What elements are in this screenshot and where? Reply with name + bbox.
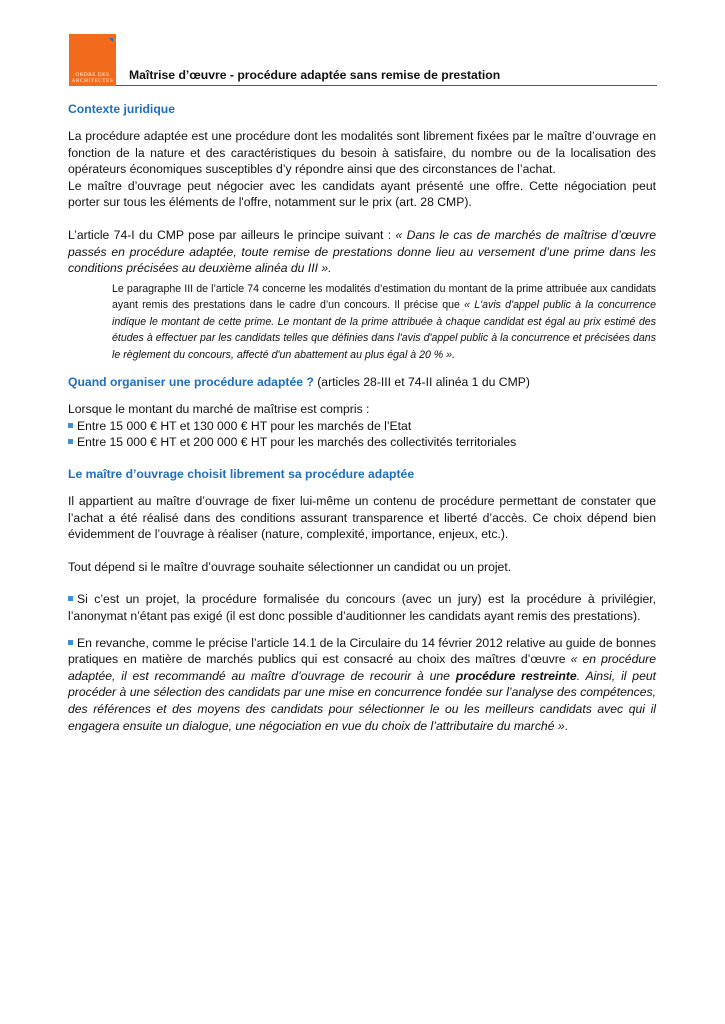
- bullet-square-icon: [68, 439, 73, 444]
- paragraph-definition: La procédure adaptée est une procédure dont les modalités sont librement fixées par le maître d’ouvrage en fonction de la nature et des caractéristiques du besoin à satisfaire, du nombre ou de la localisation des opérateurs économiques susceptibles d’y répondre ainsi que des circonstances de l’achat.: [68, 129, 656, 177]
- header-divider: [116, 85, 657, 86]
- section-heading-choix: Le maître d’ouvrage choisit librement sa procédure adaptée: [68, 467, 415, 482]
- paragraph-article-74: [68, 227, 656, 277]
- bullet-square-icon: [68, 596, 73, 601]
- paragraph-negociation: Le maître d’ouvrage peut négocier avec les candidats ayant présenté une offre. Cette négociation peut porter sur tous les éléments de l'offre, notamment sur le prix (art. 28 CMP).: [68, 178, 656, 210]
- paragraph-projet-text: Si c’est un projet, la procédure formalisée du concours (avec un jury) est la procédure à privilégier, l’anonymat n’étant pas exigé (il est donc possible d’auditionner les candidats ayant remis des prestations).: [68, 592, 656, 623]
- circulaire-citation-end: . Ainsi, il peut procéder à une sélection des candidats par une mise en concurrence fondée sur l’analyse des compétences, des références et des moyens des candidats pour sélectionner le ou les meilleurs candidats avec qui il engagera ensuite un dialogue, une négociation en vue du choix de l’attributaire du marché »: [68, 668, 657, 733]
- section-heading-quand: [68, 374, 656, 390]
- list-item-etat-text: Entre 15 000 € HT et 130 000 € HT pour les marchés de l’Etat: [77, 418, 412, 433]
- circulaire-intro: En revanche, comme le précise l’article 14.1 de la Circulaire du 14 février 2012 relative au guide de bonnes pratiques en matière de marchés publics qui est consacré au choix des maîtres d’œuvre: [68, 635, 656, 667]
- paragraph-contenu-procedure: Il appartient au maître d’ouvrage de fixer lui-même un contenu de procédure permettant de constater que l’achat a été réalisé dans des conditions assurant transparence et liberté d’accès. Ce choix dépend bien évidemment de l’ouvrage à réaliser (nature, complexité, importance, enjeux, etc.).: [68, 494, 656, 542]
- bullet-square-icon: [68, 640, 73, 645]
- circulaire-period: .: [564, 718, 569, 733]
- list-item-collectivites: [68, 434, 656, 451]
- page-header-title: Maîtrise d’œuvre - procédure adaptée sans remise de prestation: [129, 68, 501, 82]
- section-heading-contexte: Contexte juridique: [68, 102, 175, 116]
- logo-line-1: ORDRE DES: [75, 72, 110, 78]
- section-heading-quand-ref: (articles 28-III et 74-II alinéa 1 du CMP): [313, 375, 530, 390]
- paragraph-projet: [68, 591, 656, 624]
- ordre-des-architectes-logo: [69, 34, 116, 86]
- procedure-restreinte-emphasis: procédure restreinte: [455, 668, 577, 683]
- quote-citation: « L'avis d'appel public à la concurrence indique le montant de cette prime. Le montant de la prime attribuée à chaque candidat est égal au prix estimé des études à effectuer par les candidats telles que définies dans l'avis d'appel public à la concurrence et précisées dans le règlement du concours, affecté d'un abattement au plus égal à 20 % ».: [112, 299, 656, 361]
- list-item-collectivites-text: Entre 15 000 € HT et 200 000 € HT pour les marchés des collectivités territoriales: [77, 435, 517, 450]
- logo-corner-mark-icon: [109, 38, 113, 42]
- quote-paragraph-iii: [112, 281, 656, 364]
- paragraph-montant: Lorsque le montant du marché de maîtrise est compris :: [68, 402, 370, 417]
- bullet-square-icon: [68, 423, 73, 428]
- article-74-intro: L’article 74-I du CMP pose par ailleurs le principe suivant :: [68, 227, 396, 242]
- paragraph-circulaire: [68, 635, 656, 735]
- paragraph-candidat-ou-projet: Tout dépend si le maître d’ouvrage souhaite sélectionner un candidat ou un projet.: [68, 559, 512, 574]
- circulaire-citation-start: « en procédure adaptée, il est recommandé au maître d’ouvrage de recourir à une: [68, 652, 656, 683]
- section-heading-quand-text: Quand organiser une procédure adaptée ?: [68, 375, 314, 390]
- document-body: [68, 101, 656, 734]
- list-item-etat: [68, 418, 656, 435]
- quote-intro: Le paragraphe III de l’article 74 concerne les modalités d’estimation du montant de la prime attribuée aux candidats ayant remis des prestations dans le cadre d’un concours. Il précise que: [112, 282, 656, 312]
- article-74-citation: « Dans le cas de marchés de maîtrise d’œuvre passés en procédure adaptée, toute remise de prestations donne lieu au versement d’une prime dans les conditions précisées au deuxième alinéa du III ».: [68, 227, 657, 276]
- logo-line-2: ARCHITECTES: [71, 78, 114, 84]
